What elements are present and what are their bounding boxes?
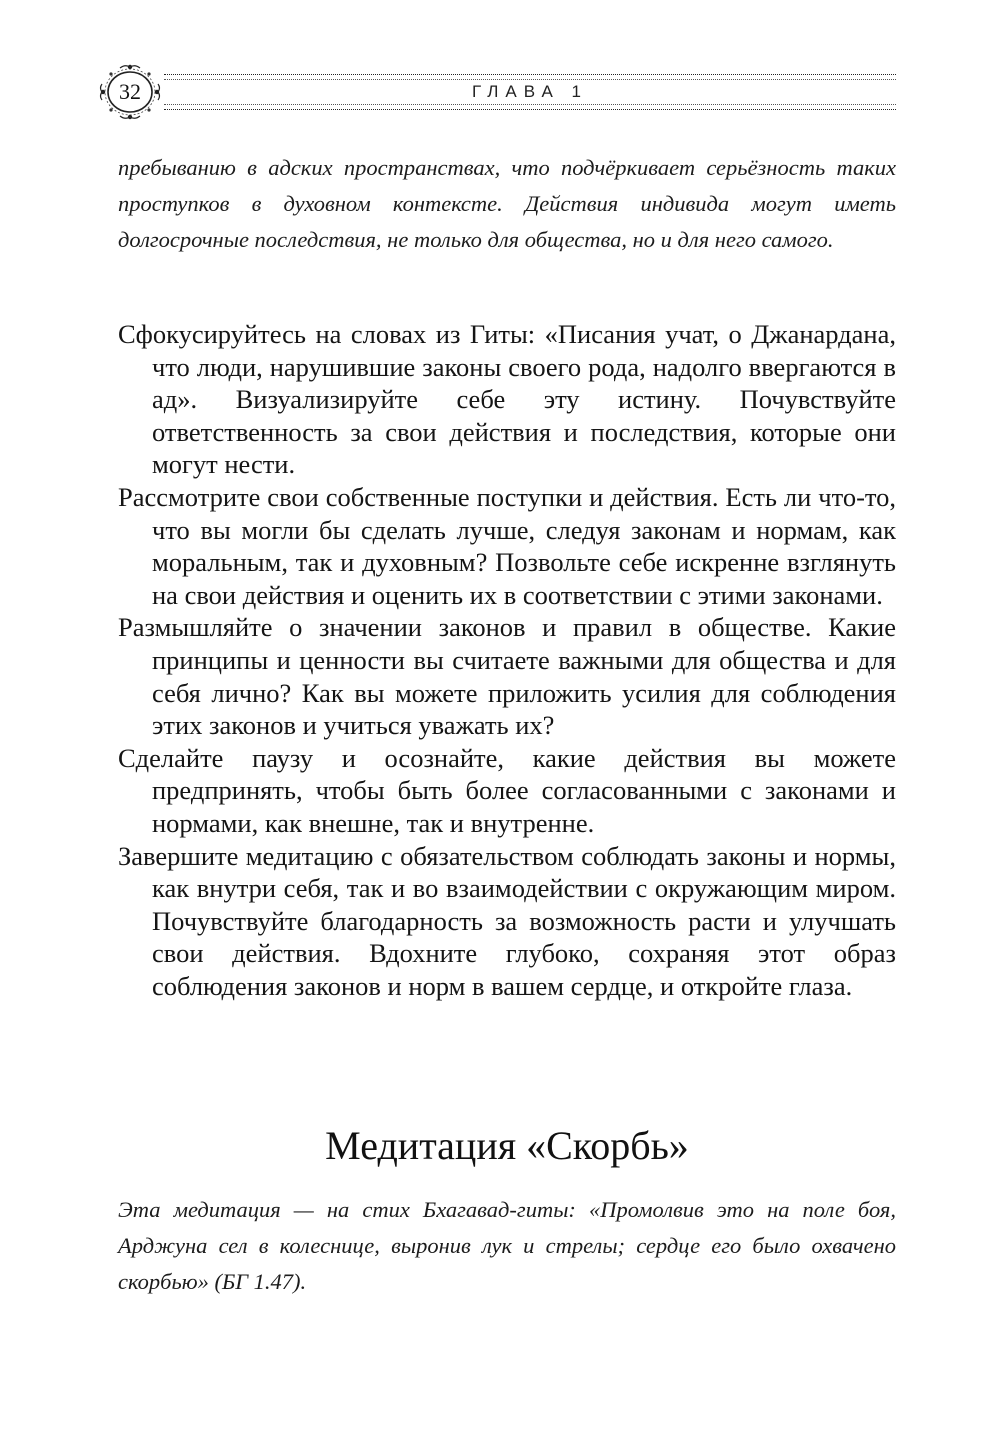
step-paragraph: Сфокусируйтесь на словах из Гиты: «Писания учат, о Джанардана, что люди, нарушившие законы своего рода, надолго ввергаются в ад». Визуализируйте себе эту истину. Почувствуйте ответственность за свои действия и последствия, которые они могут нести. bbox=[118, 319, 896, 480]
intro-paragraph: пребыванию в адских пространствах, что подчёркивает серьёзность таких проступков в духовном контексте. Действия индивида могут иметь долгосрочные последствия, не только для общества, но и для него самого. bbox=[118, 155, 896, 252]
header-rule bbox=[164, 74, 896, 75]
running-header bbox=[98, 62, 898, 122]
chapter-label-text: ГЛАВА 1 bbox=[460, 82, 600, 101]
header-rule bbox=[164, 109, 896, 110]
header-rule bbox=[164, 79, 896, 80]
section-intro: Эта медитация — на стих Бхагавад-гиты: «Промолвив это на поле боя, Арджуна сел в колеснице, выронив лук и стрелы; сердце его было охвачено скорбью» (БГ 1.47). bbox=[118, 1197, 896, 1294]
chapter-label bbox=[164, 81, 896, 103]
step-paragraph: Завершите медитацию с обязательством соблюдать законы и нормы, как внутри себя, так и во взаимодействии с окружающим миром. Почувствуйте благодарность за возможность расти и улучшать свои действия. Вдохните глубоко, сохраняя этот образ соблюдения законов и норм в вашем сердце, и откройте глаза. bbox=[118, 840, 896, 1001]
meditation-steps bbox=[118, 318, 896, 1002]
step-paragraph: Сделайте паузу и осознайте, какие действия вы можете предпринять, чтобы быть более согласованными с законами и нормами, как внешне, так и внутренне. bbox=[118, 742, 896, 838]
step-paragraph: Рассмотрите свои собственные поступки и действия. Есть ли что-то, что вы могли бы сделать лучше, следуя законам и нормам, как моральным, так и духовным? Позвольте себе искренне взглянуть на свои действия и оценить их в соответствии с этими законами. bbox=[118, 481, 896, 610]
page-number-badge bbox=[98, 62, 162, 122]
header-rule bbox=[164, 104, 896, 105]
section-title: Медитация «Скорбь» bbox=[325, 1123, 689, 1168]
step-paragraph: Размышляйте о значении законов и правил в обществе. Какие принципы и ценности вы считаете важными для общества и для себя лично? Как вы можете приложить усилия для соблюдения этих законов и учиться уважать их? bbox=[118, 612, 896, 741]
page-number: 32 bbox=[119, 79, 141, 104]
